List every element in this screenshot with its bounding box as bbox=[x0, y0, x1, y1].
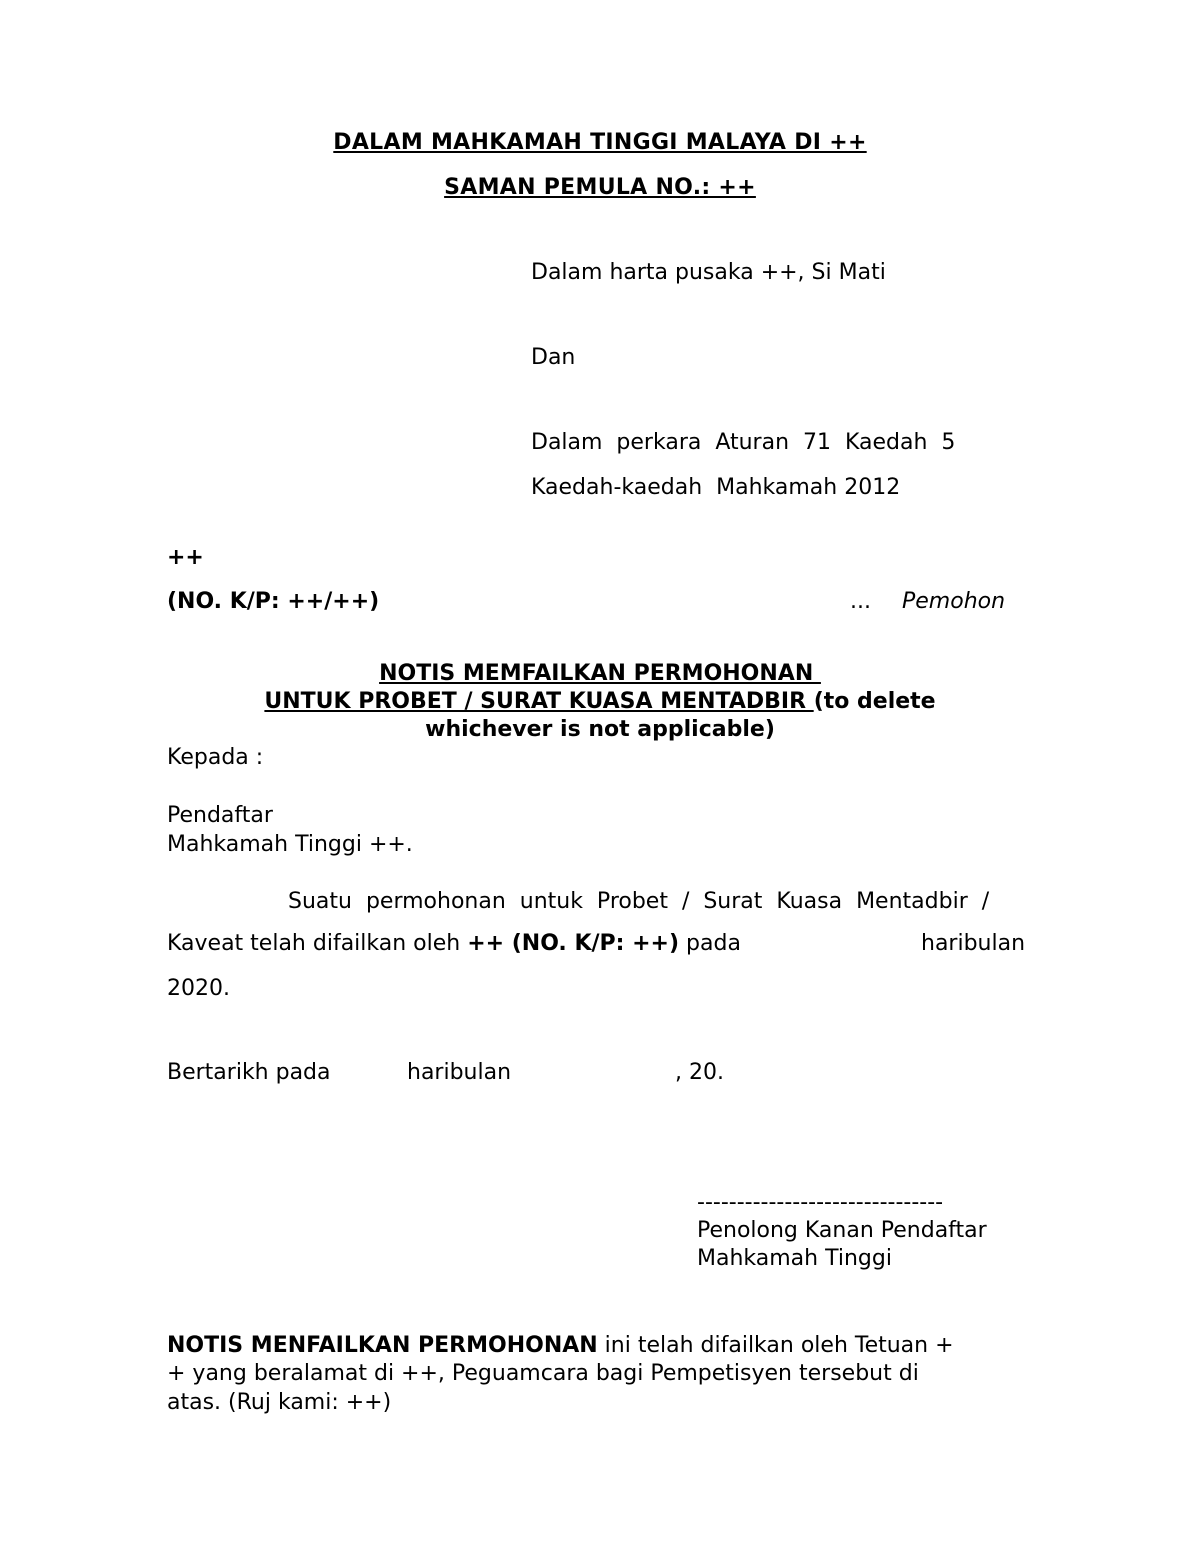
footer-line-1 bbox=[167, 1333, 954, 1358]
notice-heading-line-3: whichever is not applicable) bbox=[425, 717, 775, 742]
notice-heading-note: (to delete bbox=[813, 689, 936, 714]
court-title: DALAM MAHKAMAH TINGGI MALAYA DI ++ bbox=[333, 130, 867, 155]
body-line-1: Suatu permohonan untuk Probet / Surat Kuasa Mentadbir / bbox=[288, 889, 990, 914]
body-line-2 bbox=[167, 931, 741, 956]
recipient-line-1: Pendaftar bbox=[167, 803, 273, 828]
applicant-dots: ... bbox=[850, 589, 871, 614]
footer-line-3: atas. (Ruj kami: ++) bbox=[167, 1390, 392, 1415]
dated-label: Bertarikh pada bbox=[167, 1060, 331, 1085]
applicant-ic: (NO. K/P: ++/++) bbox=[167, 589, 380, 614]
notice-heading-line-2 bbox=[0, 689, 1200, 714]
body-line-3: 2020. bbox=[167, 976, 230, 1001]
applicant-role: Pemohon bbox=[902, 589, 1006, 614]
applicant-name: ++ bbox=[167, 545, 204, 570]
dated-haribulan: haribulan bbox=[407, 1060, 512, 1085]
signature-title-2: Mahkamah Tinggi bbox=[697, 1246, 892, 1271]
body-line-2-applicant: ++ (NO. K/P: ++) bbox=[467, 931, 680, 956]
and-line: Dan bbox=[531, 345, 576, 370]
footer-line-2: + yang beralamat di ++, Peguamcara bagi Pempetisyen tersebut di bbox=[167, 1361, 919, 1386]
notice-heading-line-1: NOTIS MEMFAILKAN PERMOHONAN bbox=[379, 661, 821, 686]
dated-year: , 20. bbox=[675, 1060, 724, 1085]
rule-line-2: Kaedah-kaedah Mahkamah 2012 bbox=[531, 475, 901, 500]
signature-line: ------------------------------- bbox=[697, 1190, 944, 1215]
rule-line-1: Dalam perkara Aturan 71 Kaedah 5 bbox=[531, 430, 956, 455]
signature-title-1: Penolong Kanan Pendaftar bbox=[697, 1218, 987, 1243]
body-line-2-haribulan: haribulan bbox=[921, 931, 1026, 956]
body-line-2-text: Kaveat telah difailkan oleh bbox=[167, 931, 468, 956]
estate-line: Dalam harta pusaka ++, Si Mati bbox=[531, 260, 886, 285]
notice-heading-underlined: UNTUK PROBET / SURAT KUASA MENTADBIR bbox=[264, 689, 814, 714]
footer-line-1-text: ini telah difailkan oleh Tetuan + bbox=[597, 1333, 954, 1358]
footer-notice-title: NOTIS MENFAILKAN PERMOHONAN bbox=[167, 1333, 598, 1358]
summons-number: SAMAN PEMULA NO.: ++ bbox=[444, 175, 756, 200]
to-label: Kepada : bbox=[167, 745, 264, 770]
body-line-2-pada: pada bbox=[679, 931, 741, 956]
recipient-line-2: Mahkamah Tinggi ++. bbox=[167, 832, 413, 857]
